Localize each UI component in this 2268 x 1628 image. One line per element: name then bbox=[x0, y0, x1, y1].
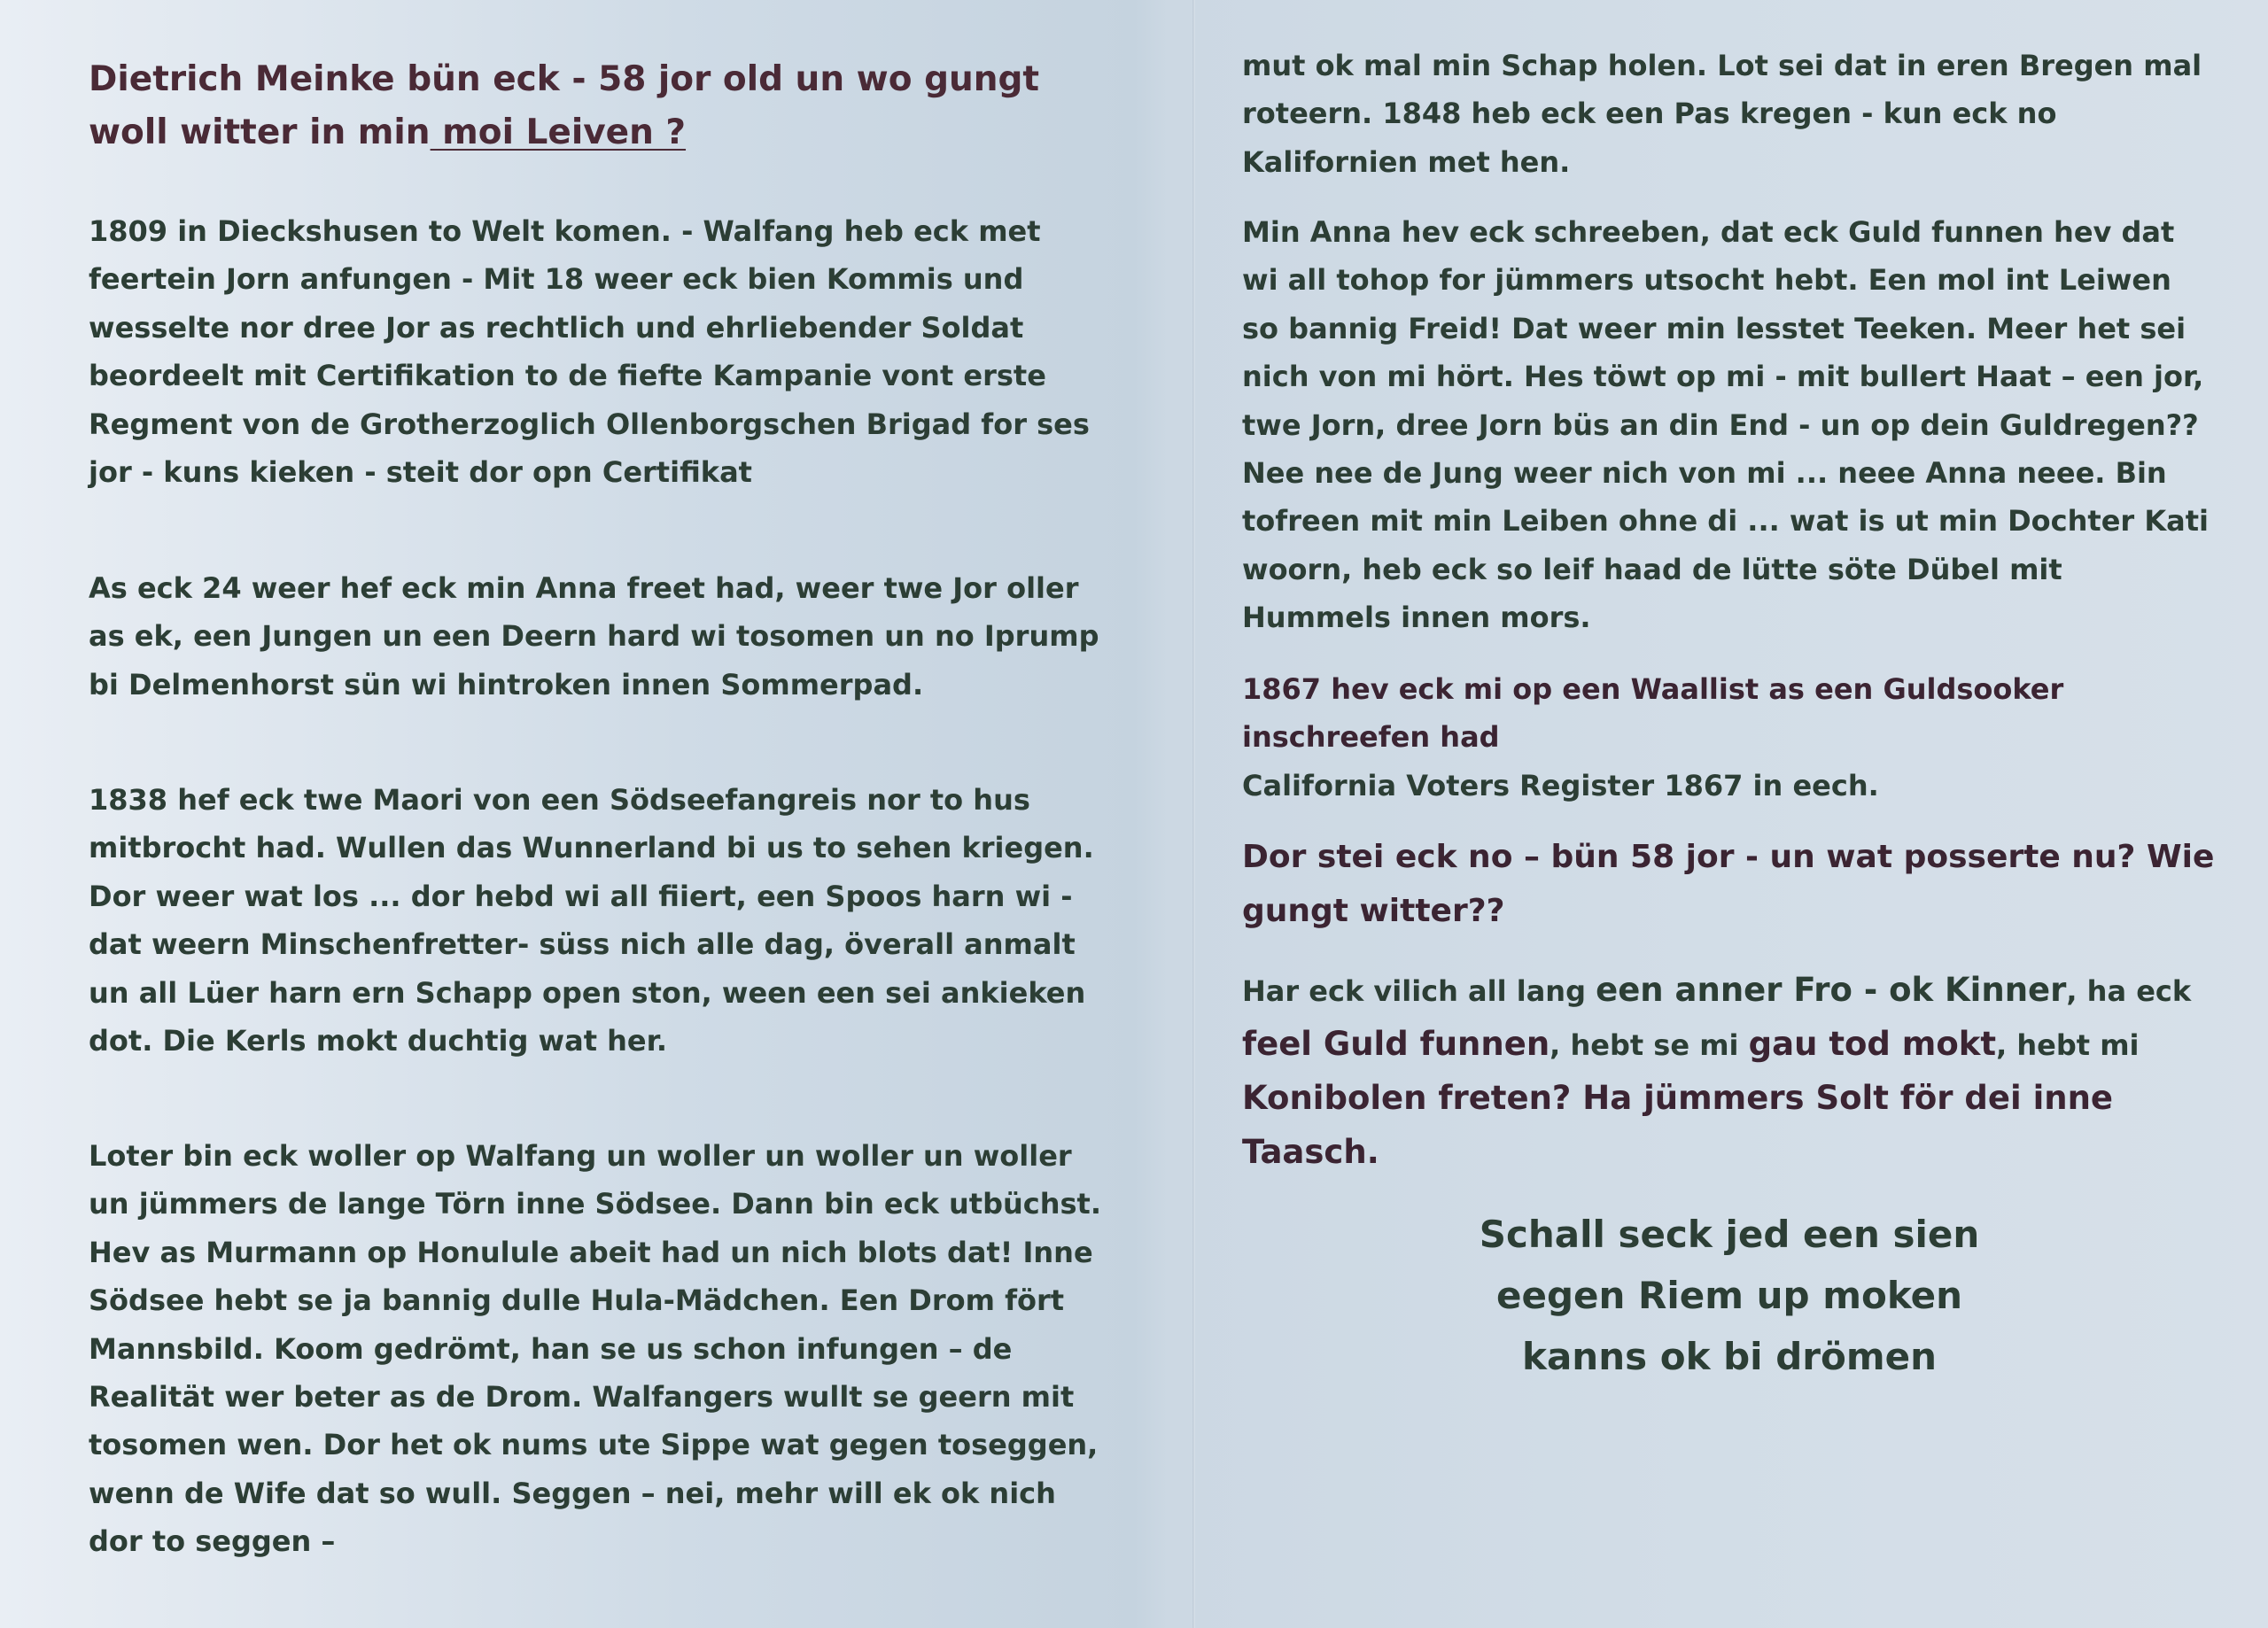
title-underlined-text: moi Leiven ? bbox=[430, 112, 687, 152]
motto-line: kanns ok bi drömen bbox=[1522, 1335, 1937, 1378]
speculation-text-2: , ha eck bbox=[2066, 974, 2192, 1008]
paragraph-california: mut ok mal min Schap holen. Lot sei dat in eren Bregen mal roteern. 1848 heb eck een Pas kregen - kun eck no Kalifornien met hen. bbox=[1242, 49, 2202, 179]
speculation-highlight-1: een anner Fro - ok Kinner bbox=[1596, 971, 2067, 1009]
speculation-text-3: , hebt se mi bbox=[1550, 1028, 1749, 1062]
motto-line: Schall seck jed een sien bbox=[1479, 1213, 1980, 1256]
page-title bbox=[89, 53, 1116, 159]
speculation-text-4: , hebt mi bbox=[1996, 1028, 2140, 1062]
paragraph-marriage: As eck 24 weer hef eck min Anna freet had, weer twe Jor oller as ek, een Jungen un een Deern hard wi tosomen un no Iprump bi Delmenhorst sün wi hintroken innen Sommerpad. bbox=[89, 571, 1099, 702]
paragraph-maori: 1838 hef eck twe Maori von een Södseefangreis nor to hus mitbrocht had. Wullen das Wunnerland bi us to sehen kriegen. Dor weer wat los ... dor hebd wi all fiiert, een Spoos harn wi - dat weern Minschenfretter- süss nich alle dag, överall anmalt un all Lüer harn ern Schapp open ston, ween een sei ankieken dot. Die Kerls mokt duchtig wat her. bbox=[89, 783, 1094, 1058]
paragraph-voters-register: California Voters Register 1867 in eech. bbox=[1242, 769, 1879, 802]
paragraph-anna-letter: Min Anna hev eck schreeben, dat eck Guld funnen hev dat wi all tohop for jümmers utsocht hebt. Een mol int Leiwen so bannig Freid! Dat weer min lesstet Teeken. Meer het sei nich von mi hört. Hes töwt op mi - mit bullert Haat – een jor, twe Jorn, dree Jorn büs an din End - un op dein Guldregen?? Nee nee de Jung weer nich von mi ... neee Anna neee. Bin tofreen mit min Leiben ohne di ... wat is ut min Dochter Kati woorn, heb eck so leif haad de lütte söte Dübel mit Hummels innen mors. bbox=[1242, 215, 2209, 635]
paragraph-speculation bbox=[1242, 964, 2217, 1180]
paragraph-birth: 1809 in Dieckshusen to Welt komen. - Walfang heb eck met feertein Jorn anfungen - Mit 18 weer eck bien Kommis und wesselte nor dree Jor as rechtlich und ehrliebender Soldat beordeelt mit Certifikation to de fiefte Kampanie vont erste Regment von de Grotherzoglich Ollenborgschen Brigad for ses jor - kuns kieken - steit dor opn Certifikat bbox=[89, 214, 1090, 490]
speculation-highlight-3: gau tod mokt bbox=[1748, 1025, 1997, 1063]
speculation-text-1: Har eck vilich all lang bbox=[1242, 974, 1596, 1008]
motto-line: eegen Riem up moken bbox=[1495, 1274, 1963, 1317]
title-text: Dietrich Meinke bün eck - 58 jor old un wo gungt woll witter in min bbox=[89, 59, 1040, 152]
paragraph-waallist: 1867 hev eck mi op een Waallist as een Guldsooker inschreefen had bbox=[1242, 672, 2064, 755]
page-fold bbox=[1192, 0, 1195, 1628]
closing-motto bbox=[1242, 1204, 2217, 1387]
paragraph-south-sea: Loter bin eck woller op Walfang un woller un woller un woller un jümmers de lange Törn inne Södsee. Dann bin eck utbüchst. Hev as Murmann op Honulule abeit had un nich blots dat! Inne Södsee hebt se ja bannig dulle Hula-Mädchen. Een Drom fört Mannsbild. Koom gedrömt, han se us schon infungen – de Realität wer beter as de Drom. Walfangers wullt se geern mit tosomen wen. Dor het ok nums ute Sippe wat gegen toseggen, wenn de Wife dat so wull. Seggen – nei, mehr will ek ok nich dor to seggen – bbox=[89, 1139, 1101, 1559]
speculation-highlight-4: Konibolen freten? Ha jümmers Solt för dei inne Taasch. bbox=[1242, 1079, 2114, 1171]
speculation-highlight-2: feel Guld funnen bbox=[1242, 1025, 1550, 1063]
question-paragraph: Dor stei eck no – bün 58 jor - un wat posserte nu? Wie gungt witter?? bbox=[1242, 839, 2215, 929]
